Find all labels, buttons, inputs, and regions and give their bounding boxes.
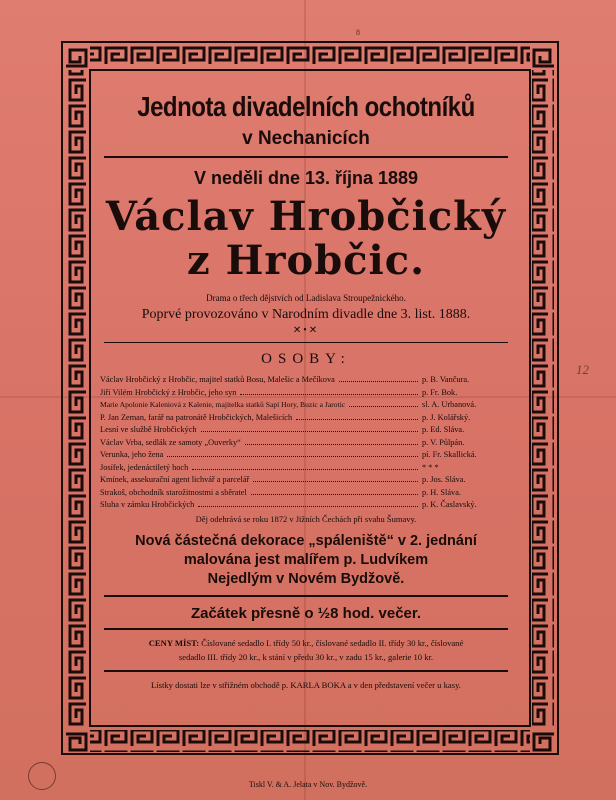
cast-actor: p. Ed. Sláva. [422, 425, 465, 434]
cast-row [100, 437, 512, 450]
cast-row [100, 449, 512, 462]
dotted-leader [296, 412, 418, 420]
handwritten-number: 12 [576, 362, 589, 377]
ticket-prices [100, 636, 512, 664]
printer-credit: Tiskl V. & A. Jelata v Nov. Bydžově. [248, 780, 368, 789]
ornament-icon: ✕•✕ [292, 325, 320, 336]
society-name: Jednota divadelních ochotníků [137, 91, 475, 123]
prices-label: CENY MÍST: [148, 637, 200, 648]
prices-line2: sedadlo III. třídy 20 kr., k stání v předu 30 kr., v zadu 15 kr., galerie 10 kr. [178, 651, 434, 662]
cast-row [100, 499, 512, 512]
decoration-note [100, 532, 512, 589]
start-time: Začátek přesně o ½8 hod. večer. [190, 604, 422, 622]
cast-actor: p. K. Časlavský. [422, 500, 477, 509]
play-title-line1: Václav Hrobčický [105, 193, 507, 240]
cast-actor: sl. A. Urbanová. [422, 400, 477, 409]
cast-role: Jiří Vilém Hrobčický z Hrobčic, jeho syn [100, 387, 237, 397]
dotted-leader [201, 424, 418, 432]
corner-ornament-tl [66, 50, 86, 66]
dotted-leader [245, 437, 418, 445]
cast-row [100, 374, 512, 387]
cast-actor: p. Jos. Sláva. [422, 475, 466, 484]
cast-row [100, 412, 512, 425]
cast-row [100, 474, 512, 487]
page-mark: 8 [356, 28, 360, 37]
dotted-leader [198, 499, 418, 507]
corner-ornament-tr [534, 50, 554, 66]
cast-actor: p. J. Kolářský. [422, 412, 471, 422]
divider [104, 342, 508, 343]
cast-role: Václav Hrobčický z Hrobčic, majitel statků Bosu, Malešic a Mečíkova [100, 375, 335, 384]
dotted-leader [240, 387, 418, 395]
genre-line: Drama o třech dějstvích od Ladislava Stroupežnického. [206, 293, 406, 303]
divider [104, 595, 508, 597]
dotted-leader [349, 399, 418, 407]
performance-date: V neděli dne 13. října 1889 [193, 168, 419, 188]
poster-content [100, 88, 512, 690]
border-top-band [90, 46, 530, 68]
dotted-leader [167, 449, 418, 457]
divider [104, 628, 508, 630]
cast-actor: pí. Fr. Skallická. [422, 450, 477, 459]
cast-role: Strakoš, obchodník starožitnostmi a sběratel [100, 487, 247, 497]
cast-role: Václav Vrba, sedlák ze samoty „Ouverky“ [100, 437, 241, 447]
dotted-leader [192, 462, 418, 470]
divider [104, 156, 508, 158]
cast-role: Marie Apolonie Kaleniová z Kalenie, majitelka statků Sapí Hory, Buzic a Jarotic [100, 400, 346, 409]
cast-actor: * * * [422, 462, 439, 472]
corner-ornament-bl [66, 734, 86, 750]
cast-row [100, 387, 512, 400]
cast-row [100, 462, 512, 475]
cast-role: P. Jan Zeman, farář na patronátě Hrobčických, Malešicích [100, 412, 293, 422]
cast-row [100, 424, 512, 437]
prices-line1: Číslované sedadlo I. třídy 50 kr., číslované sedadlo II. třídy 30 kr., číslované [201, 637, 464, 648]
cast-list [100, 374, 512, 512]
cast-actor: p. Fr. Bok. [422, 387, 458, 397]
corner-ornament-br [534, 734, 554, 750]
border-left-band [66, 70, 88, 726]
dotted-leader [251, 487, 418, 495]
premiere-line: Poprvé provozováno v Narodním divadle dne 3. list. 1888. [141, 307, 471, 322]
tickets-note: Lístky dostati lze v střižném obchodě p. KARLA BOKA a v den představení večer u kasy. [151, 679, 461, 690]
border-right-band [532, 70, 554, 726]
play-title-line2: z Hrobčic. [187, 237, 425, 284]
cast-role: Kmínek, assekurační agent lichvář a parcelář [100, 475, 250, 484]
setting-line: Děj odehrává se roku 1872 v Jižních Čechách při svahu Šumavy. [195, 513, 417, 524]
divider [104, 670, 508, 672]
decoration-line1: Nová částečná dekorace „spáleniště“ v 2. jednání malována jest malířem p. Ludvíkem [135, 532, 477, 568]
cast-row [100, 399, 512, 412]
cast-actor: p. H. Sláva. [422, 487, 461, 497]
cast-role: Lesní ve službě Hrobčických [100, 425, 197, 434]
border-bottom-band [90, 730, 530, 752]
cast-role: Sluha v zámku Hrobčických [100, 500, 195, 509]
cast-role: Verunka, jeho žena [100, 450, 164, 459]
cast-actor: p. V. Půlpán. [422, 437, 465, 447]
dotted-leader [253, 474, 418, 482]
cast-role: Josífek, jedenáctiletý hoch [100, 462, 189, 472]
persons-heading: OSOBY: [261, 351, 351, 367]
town-name: v Nechanicích [242, 128, 370, 149]
cast-row [100, 487, 512, 500]
decoration-line2: Nejedlým v Novém Bydžově. [207, 570, 405, 587]
dotted-leader [339, 374, 418, 382]
cast-actor: p. B. Vančura. [422, 375, 470, 384]
